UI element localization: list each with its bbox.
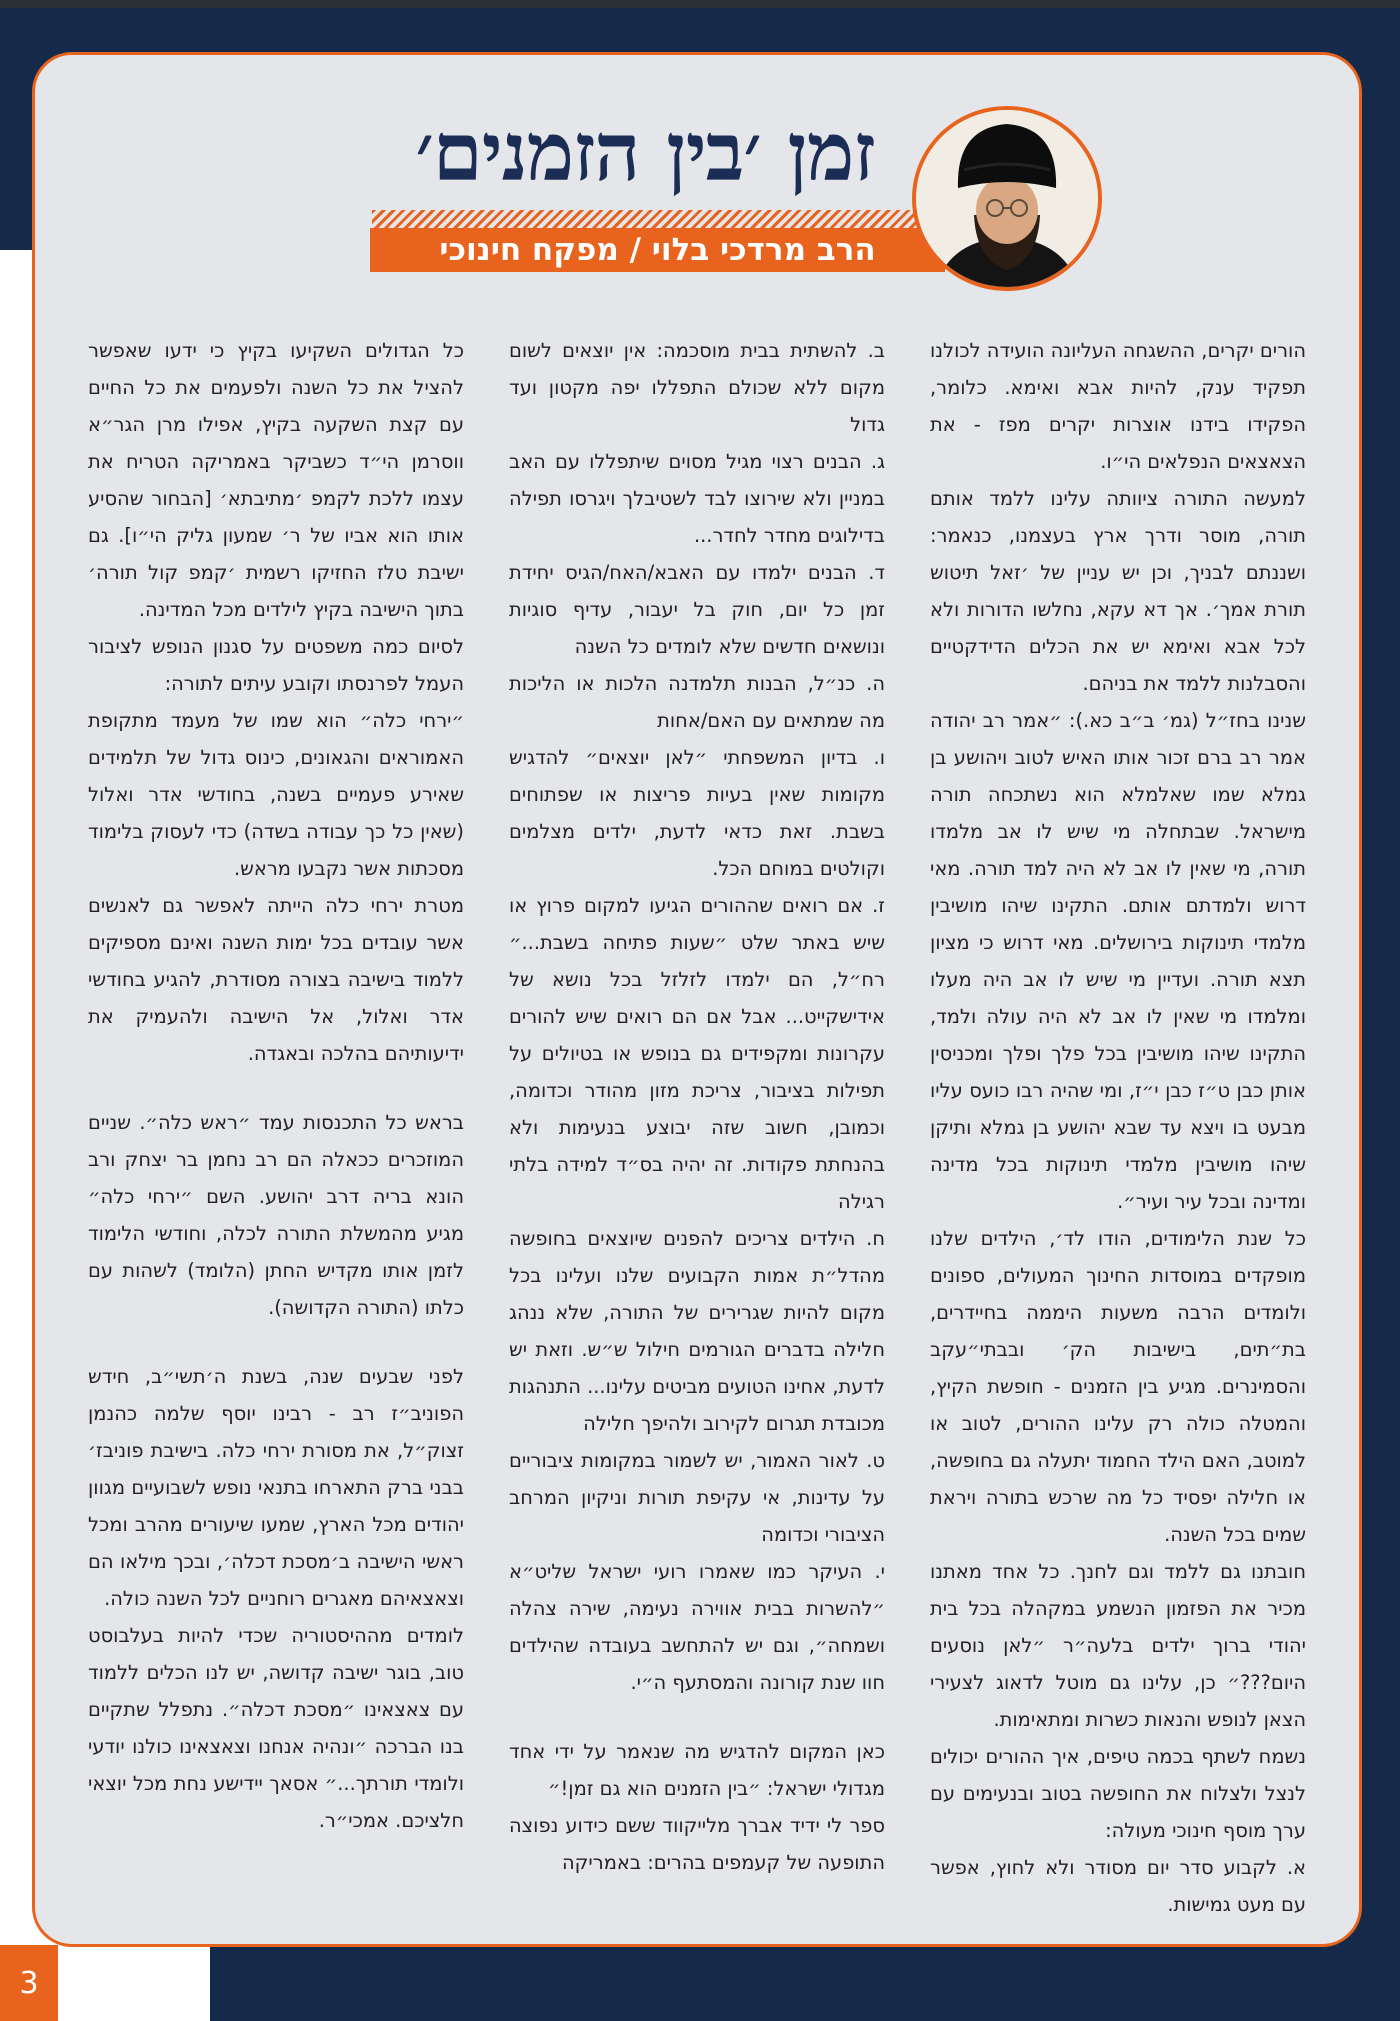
paragraph: למעשה התורה ציוותה עלינו ללמד אותם תורה, מוסר ודרך ארץ בעצמנו, כנאמר: ושננתם לבניך, וכן יש עניין של ׳זאל תיטוש תורת אמך׳. אך דא עקא, נחלשו הדורות ולא לכל אבא ואימא יש את הכלים הדידקטיים והסבלנות ללמד את בניהם. <box>930 487 1306 695</box>
paragraph: י. העיקר כמו שאמרו רועי ישראל שליט״א ״להשרות בבית אווירה נעימה, שירה צהלה ושמחה״, וגם יש להתחשב בעובדה שהילדים חוו שנת קורונה והמסתעף ה״י. <box>509 1560 885 1694</box>
paragraph: לפני שבעים שנה, בשנת ה׳תשי״ב, חידש הפוניב״ז רב - רבינו יוסף שלמה כהנמן זצוק״ל, את מסורת ירחי כלה. בישיבת פוניבז׳ בבני ברק התארחו בתנאי נופש לשבועיים מגוון יהודים מכל הארץ, שמעו שיעורים מהרב ומכל ראשי הישיבה ב׳מסכת דכלה׳, ובכך מילאו הם וצאצאיהם מאגרים רוחניים לכל השנה כולה. <box>88 1365 464 1610</box>
paragraph: מטרת ירחי כלה הייתה לאפשר גם לאנשים אשר עובדים בכל ימות השנה ואינם מספיקים ללמוד בישיבה בצורה מסודרת, להגיע בחודשי אדר ואלול, אל הישיבה ולהעמיק את ידיעותיהם בהלכה ובאגדה. <box>88 894 464 1065</box>
author-portrait-icon <box>916 110 1098 287</box>
paragraph: ה. כנ״ל, הבנות תלמדנה הלכות או הליכות מה שמתאים עם האם/אחות <box>509 672 885 732</box>
paragraph: ד. הבנים ילמדו עם האבא/האח/הגיס יחידת זמן כל יום, חוק בל יעבור, עדיף סוגיות ונושאים חדשים שלא לומדים כל השנה <box>509 561 885 658</box>
article-column-3 <box>88 332 464 1917</box>
paragraph: ז. אם רואים שההורים הגיעו למקום פרוץ או שיש באתר שלט ״שעות פתיחה בשבת...״ רח״ל, הם ילמדו לזלזל בכל נושא של אידישקייט... אבל אם הם רואים שיש להורים עקרונות ומקפידים גם בנופש או בטיולים על תפילות בציבור, צריכת מזון מהודר וכדומה, וכמובן, חשוב שזה יבוצע בנעימות ולא בהנחתת פקודות. זה יהיה בס״ד למידה בלתי רגילה <box>509 894 885 1213</box>
article-column-1 <box>930 332 1306 1917</box>
paragraph: שנינו בחז״ל (גמ׳ ב״ב כא.): ״אמר רב יהודה אמר רב ברם זכור אותו האיש לטוב ויהושע בן גמלא שמו שאלמלא הוא נשתכחה תורה מישראל. שבתחלה מי שיש לו אב מלמדו תורה, מי שאין לו אב לא היה למד תורה. מאי דרוש ולמדתם אותם. התקינו שיהו מושיבין מלמדי תינוקות בירושלים. מאי דרוש כי מציון תצא תורה. ועדיין מי שיש לו אב היה מעלו ומלמדו מי שאין לו אב לא היה עולה ולמד, התקינו שיהו מושיבין בכל פלך ופלך ומכניסין אותן כבן ט״ז כבן י״ז, ומי שהיה רבו כועס עליו מבעט בו ויצא עד שבא יהושע בן גמלא ותיקן שיהו מושיבין מלמדי תינוקות בכל מדינה ומדינה ובכל עיר ועיר״. <box>930 709 1306 1213</box>
paragraph: ״ירחי כלה״ הוא שמו של מעמד מתקופת האמוראים והגאונים, כינוס גדול של תלמידים שאירע פעמיים בשנה, בחודשי אדר ואלול (שאין כל כך עבודה בשדה) כדי לעסוק בלימוד מסכתות אשר נקבעו מראש. <box>88 709 464 880</box>
paragraph: כל שנת הלימודים, הודו לד׳, הילדים שלנו מופקדים במוסדות החינוך המעולים, ספונים ולומדים הרבה משעות היממה בחיידרים, בת״תים, בישיבות הק׳ ובבתי״עקב והסמינרים. מגיע בין הזמנים - חופשת הקיץ, והמטלה כולה רק עלינו ההורים, לטוב או למוטב, האם הילד החמוד יתעלה גם בחופשה, או חלילה יפסיד כל מה שרכש בתורה ויראת שמים בכל השנה. <box>930 1227 1306 1546</box>
author-banner: הרב מרדכי בלוי / מפקח חינוכי <box>370 228 945 272</box>
paragraph: ספר לי ידיד אברך מלייקווד ששם כידוע נפוצה התופעה של קעמפים בהרים: באמריקה <box>509 1814 885 1874</box>
paragraph: כאן המקום להדגיש מה שנאמר על ידי אחד מגדולי ישראל: ״בין הזמנים הוא גם זמן!״ <box>509 1740 885 1800</box>
page-number: 3 <box>0 1945 58 2021</box>
paragraph: חובתנו גם ללמד וגם לחנך. כל אחד מאתנו מכיר את הפזמון הנשמע במקהלה בכל בית יהודי ברוך ילדים בלעה״ר ״לאן נוסעים היום???״ כן, עלינו גם מוטל לדאוג לצעירי הצאן לנופש והנאות כשרות ומתאימות. <box>930 1560 1306 1731</box>
paragraph: א. לקבוע סדר יום מסודר ולא לחוץ, אפשר עם מעט גמישות. <box>930 1856 1306 1916</box>
paragraph: לומדים מההיסטוריה שכדי להיות בעלבוסט טוב, בוגר ישיבה קדושה, יש לנו הכלים ללמוד עם צאצאינו ״מסכת דכלה״. נתפלל שתקיים בנו הברכה ״ונהיה אנחנו וצאצאינו כולנו יודעי ולומדי תורתך...״ אסאך יידישע נחת מכל יוצאי חלציכם. אמכי״ר. <box>88 1624 464 1832</box>
paragraph: כל הגדולים השקיעו בקיץ כי ידעו שאפשר להציל את כל השנה ולפעמים את כל החיים עם קצת השקעה בקיץ, אפילו מרן הגר״א ווסרמן הי״ד כשביקר באמריקה הטריח את עצמו ללכת לקמפ ׳מתיבתא׳ [הבחור שהסיע אותו הוא אביו של ר׳ שמעון גליק הי״ו]. גם ישיבת טלז החזיקו רשמית ׳קמפ קול תורה׳ בתוך הישיבה בקיץ לילדים מכל המדינה. <box>88 339 464 621</box>
paragraph: נשמח לשתף בכמה טיפים, איך ההורים יכולים לנצל ולצלוח את החופשה בטוב ובנעימים עם ערך מוסף חינוכי מעולה: <box>930 1745 1306 1842</box>
paragraph: לסיום כמה משפטים על סגנון הנופש לציבור העמל לפרנסתו וקובע עיתים לתורה: <box>88 635 464 695</box>
author-portrait <box>912 106 1102 291</box>
paragraph: ג. הבנים רצוי מגיל מסוים שיתפללו עם האב במניין ולא שירוצו לבד לשטיבלך ויגרסו תפילה בדילוגים מחדר לחדר... <box>509 450 885 547</box>
title-hatch-decoration <box>372 210 944 228</box>
article-columns <box>88 332 1306 1917</box>
article-title: זמן ׳בין הזמנים׳ <box>415 105 875 199</box>
paragraph: ט. לאור האמור, יש לשמור במקומות ציבוריים על עדינות, אי עקיפת תורות וניקיון המרחב הציבורי וכדומה <box>509 1449 885 1546</box>
top-strip <box>0 0 1400 8</box>
paragraph: הורים יקרים, ההשגחה העליונה הועידה לכולנו תפקיד ענק, להיות אבא ואימא. כלומר, הפקידו בידנו אוצרות יקרים מפז - את הצאצאים הנפלאים הי״ו. <box>930 339 1306 473</box>
paragraph: ח. הילדים צריכים להפנים שיוצאים בחופשה מהדל״ת אמות הקבועים שלנו ועלינו בכל מקום להיות שגרירים של התורה, שלא ננהג חלילה בדברים הגורמים חילול ש״ש. וזאת יש לדעת, אחינו הטועים מביטים עלינו... התנהגות מכובדת תגרום לקירוב ולהיפך חלילה <box>509 1227 885 1435</box>
paragraph: ב. להשתית בבית מוסכמה: אין יוצאים לשום מקום ללא שכולם התפללו יפה מקטון ועד גדול <box>509 339 885 436</box>
article-column-2 <box>509 332 885 1917</box>
paragraph: ו. בדיון המשפחתי ״לאן יוצאים״ להדגיש מקומות שאין בעיות פריצות או שפתוחים בשבת. זאת כדאי לדעת, ילדים מצלמים וקולטים במוחם הכל. <box>509 746 885 880</box>
paragraph: בראש כל התכנסות עמד ״ראש כלה״. שניים המוזכרים ככאלה הם רב נחמן בר יצחק ורב הונא בריה דרב יהושע. השם ״ירחי כלה״ מגיע מהמשלת התורה לכלה, וחודשי הלימוד לזמן אותו מקדיש החתן (הלומד) לשהות עם כלתו (התורה הקדושה). <box>88 1111 464 1319</box>
